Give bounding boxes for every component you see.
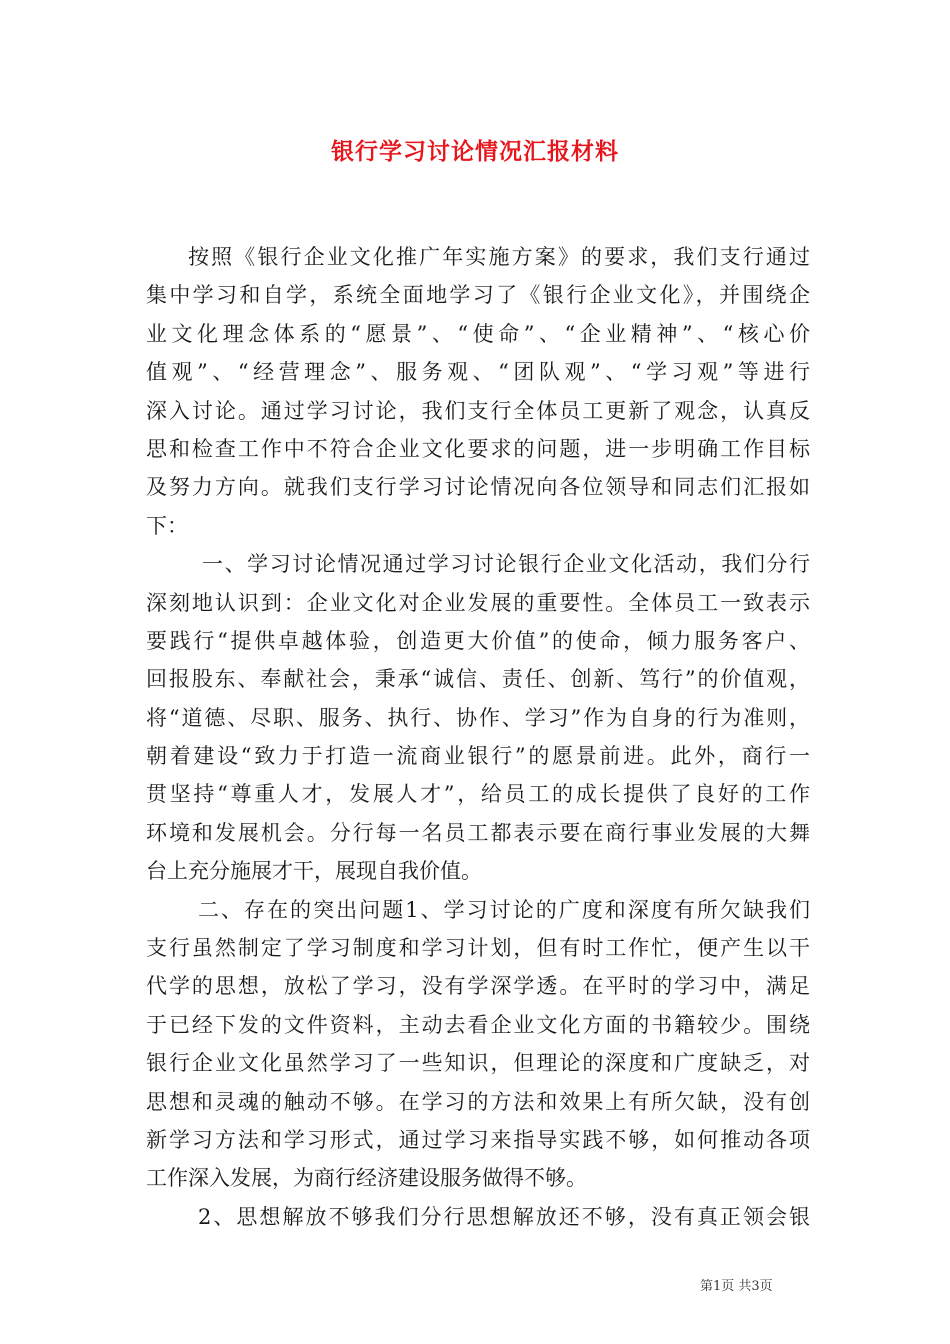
- body-line: 思和检查工作中不符合企业文化要求的问题，进一步明确工作目标: [146, 436, 810, 461]
- body-line: 深入讨论。通过学习讨论，我们支行全体员工更新了观念，认真反: [146, 398, 810, 423]
- body-line: 贯坚持“尊重人才，发展人才”，给员工的成长提供了良好的工作: [146, 782, 810, 807]
- body-line: 朝着建设“致力于打造一流商业银行”的愿景前进。此外，商行一: [146, 744, 810, 769]
- body-line: 将“道德、尽职、服务、执行、协作、学习”作为自身的行为准则，: [146, 705, 810, 730]
- body-line: 集中学习和自学，系统全面地学习了《银行企业文化》，并围绕企: [146, 283, 810, 308]
- body-line: 支行虽然制定了学习制度和学习计划，但有时工作忙，便产生以干: [146, 936, 810, 961]
- page-number-footer: 第1页 共3页: [700, 1279, 773, 1294]
- body-line: 按照《银行企业文化推广年实施方案》的要求，我们支行通过: [188, 245, 810, 269]
- body-line: 2、思想解放不够我们分行思想解放还不够，没有真正领会银: [198, 1204, 810, 1229]
- body-line: 环境和发展机会。分行每一名员工都表示要在商行事业发展的大舞: [146, 820, 810, 845]
- body-line: 代学的思想，放松了学习，没有学深学透。在平时的学习中，满足: [146, 974, 810, 999]
- body-line: 一、学习讨论情况通过学习讨论银行企业文化活动，我们分行: [202, 552, 810, 577]
- document-body: [146, 238, 810, 1236]
- body-line: 深刻地认识到：企业文化对企业发展的重要性。全体员工一致表示: [146, 590, 810, 615]
- body-line: 于已经下发的文件资料，主动去看企业文化方面的书籍较少。围绕: [146, 1012, 810, 1037]
- body-line: 台上充分施展才干，展现自我价值。: [146, 859, 482, 884]
- body-line: 思想和灵魂的触动不够。在学习的方法和效果上有所欠缺，没有创: [146, 1089, 810, 1114]
- body-line: 新学习方法和学习形式，通过学习来指导实践不够，如何推动各项: [146, 1127, 810, 1152]
- body-line: 二、存在的突出问题1、学习讨论的广度和深度有所欠缺我们: [198, 897, 810, 922]
- body-line: 业文化理念体系的“愿景”、“使命”、“企业精神”、“核心价: [146, 321, 810, 346]
- body-line: 下：: [146, 513, 188, 538]
- body-line: 要践行“提供卓越体验，创造更大价值”的使命，倾力服务客户、: [146, 628, 810, 653]
- body-line: 银行企业文化虽然学习了一些知识，但理论的深度和广度缺乏，对: [146, 1051, 810, 1076]
- body-line: 回报股东、奉献社会，秉承“诚信、责任、创新、笃行”的价值观，: [146, 667, 810, 692]
- body-line: 工作深入发展，为商行经济建设服务做得不够。: [146, 1166, 587, 1191]
- document-title: 银行学习讨论情况汇报材料: [331, 138, 619, 165]
- body-line: 值观”、“经营理念”、服务观、“团队观”、“学习观”等进行: [146, 360, 810, 385]
- body-line: 及努力方向。就我们支行学习讨论情况向各位领导和同志们汇报如: [146, 475, 810, 500]
